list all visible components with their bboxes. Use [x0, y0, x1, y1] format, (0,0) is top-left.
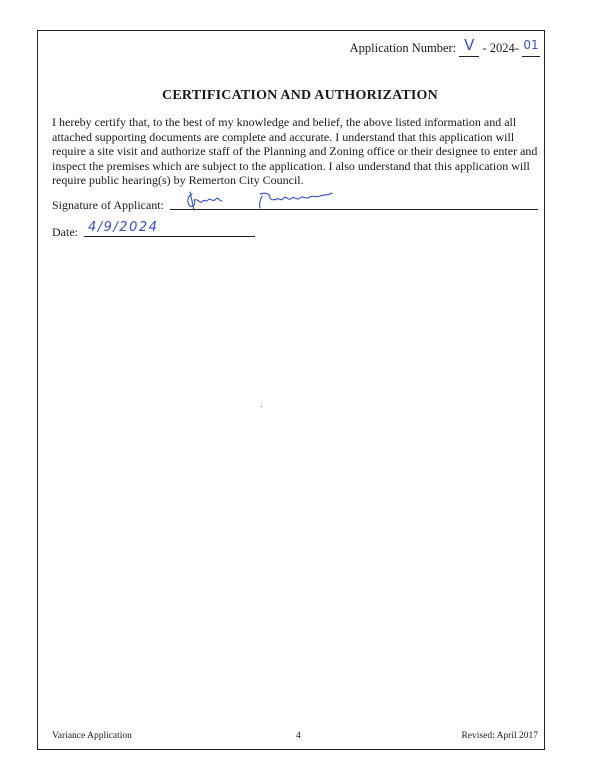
- application-number-label: Application Number:: [349, 41, 457, 55]
- date-label: Date:: [52, 225, 78, 239]
- scan-speck: [261, 406, 262, 407]
- application-prefix-handwritten: V: [464, 36, 475, 54]
- footer-page-number: 4: [296, 731, 301, 741]
- application-sequence-field: [522, 38, 540, 57]
- certification-paragraph: I hereby certify that, to the best of my knowledge and belief, the above listed information and all attached supporting documents are complete and accurate. I understand that this application will require a site visit and authorize staff of the Planning and Zoning office or their designee to enter and inspect the premises which are subject to the application. I also understand that this application will require public hearing(s) by Remerton City Council.: [52, 115, 538, 187]
- date-handwritten: 4/9/2024: [88, 220, 159, 235]
- date-line: [84, 236, 255, 237]
- handwritten-signature: [180, 186, 350, 214]
- page-title: CERTIFICATION AND AUTHORIZATION: [162, 88, 438, 103]
- application-prefix-field: [459, 38, 479, 57]
- application-sequence-handwritten: 01: [523, 38, 539, 52]
- footer-title: Variance Application: [52, 731, 132, 741]
- application-year-segment: - 2024-: [482, 41, 519, 55]
- signature-label: Signature of Applicant:: [52, 198, 164, 212]
- footer-revision: Revised: April 2017: [461, 731, 538, 741]
- application-number: [350, 38, 540, 57]
